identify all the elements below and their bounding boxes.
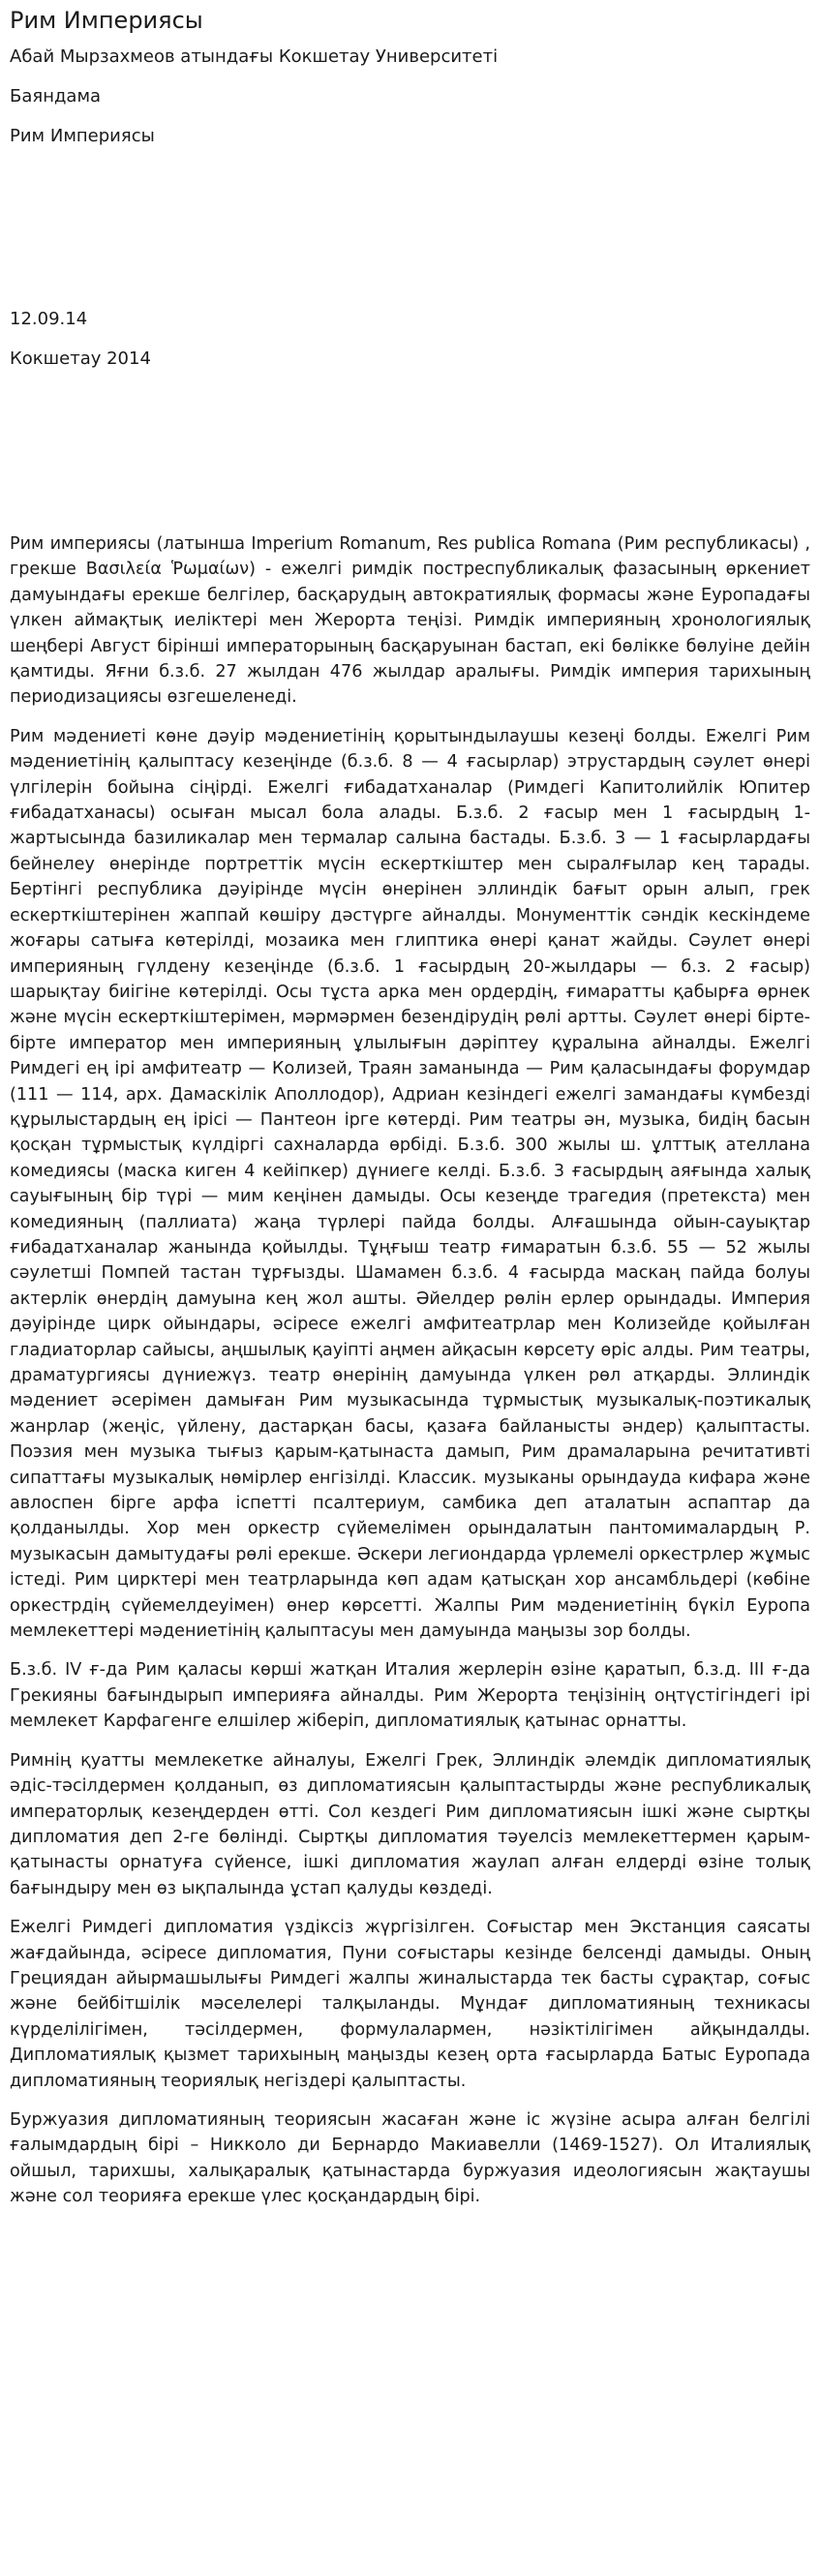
- paragraph: Рим империясы (латынша Imperium Romanum, Res publica Romana (Рим республикасы) , грекше Βασιλεία Ῥωμαίων) - ежелгі римдік постреспубликалық фазасының өркениет дамуындағы ерекше белгілер, басқарудың автократиялық формасы және Еуропадағы үлкен аймақтық иеліктері мен Жерорта теңізі. Римдік империяның хронологиялық шеңбері Август бірінші императорының басқаруынан бастап, екі бөлікке бөлуіне дейін қамтиды. Яғни б.з.б. 27 жылдан 476 жылдар аралығы. Римдік империя тарихының периодизациясы өзгешеленеді.: [10, 534, 810, 708]
- document-topic: Рим Империясы: [10, 126, 155, 146]
- city-year: Кокшетау 2014: [10, 349, 151, 369]
- paragraph: Рим мәдениеті көне дәуір мәдениетінің қорытындылаушы кезеңі болды. Ежелгі Рим мәдениетінің қалыптасу кезеңінде (б.з.б. 8 — 4 ғасырлар) этрустардың сәулет өнері үлгілерін бойына сіңірді. Ежелгі ғибадатханалар (Римдегі Капитолийлік Юпитер ғибадатханасы) осыған мысал бола алады. Б.з.б. 2 ғасыр мен 1 ғасырдың 1-жартысында базиликалар мен термалар салына бастады. Б.з.б. 3 — 1 ғасырлардағы бейнелеу өнерінде портреттік мүсін ескерткіштер мен сыралғылар кең тарады. Бертінгі республика дәуірінде мүсін өнерінен эллиндік бағыт орын алып, грек ескерткіштерінен жаппай көшіру дәстүрге айналды. Монументтік сәндік кескіндеме жоғары сатыға көтерілді, мозаика мен глиптика өнері қанат жайды. Сәулет өнері империяның гүлдену кезеңінде (б.з.б. 1 ғасырдың 20-жылдары — б.з. 2 ғасыр) шарықтау биігіне көтерілді. Осы тұста арка мен ордердің, ғимаратты қабырға өрнек және мүсін ескерткіштерімен, мәрмәрмен безендірудің рөлі артты. Сәулет өнері бірте-бірте император мен империяның ұлылығын дәріптеу құралына айналды. Ежелгі Римдегі ең ірі амфитеатр — Колизей, Траян заманында — Рим қаласындағы форумдар (111 — 114, арх. Дамаскілік Аполлодор), Адриан кезіндегі ежелгі замандағы күмбезді құрылыстардың ең ірісі — Пантеон ірге көтерді. Рим театры ән, музыка, бидің басын қосқан тұрмыстық күлдіргі сахналарда өрбіді. Б.з.б. 300 жылы ш. ұлттық ателлана комедиясы (маска киген 4 кейіпкер) дүниеге келді. Б.з.б. 3 ғасырдың аяғында халық сауығының бір түрі — мим кеңінен дамыды. Осы кезеңде трагедия (претекста) мен комедияның (паллиата) жаңа түрлері пайда болды. Алғашында ойын-сауықтар ғибадатханалар жанында қойылды. Тұңғыш театр ғимаратын б.з.б. 55 — 52 жылы сәулетші Помпей тастан тұрғызды. Шамамен б.з.б. 4 ғасырда маскаң пайда болуы актерлік өнердің дамуына кең жол ашты. Әйелдер рөлін ерлер орындады. Империя дәуірінде цирк ойындары, әсіресе ежелгі амфитеатрлар мен Колизейде қойылған гладиаторлар сайысы, аңшылық қауіпті аңмен айқасын көрсету өріс алды. Рим театры, драматургиясы дүниежүз. театр өнерінің дамуында үлкен рөл атқарды. Эллиндік мәдениет әсерімен дамыған Рим музыкасында тұрмыстық музыкалық-поэтикалық жанрлар (жеңіс, үйлену, дастарқан басы, қазаға байланысты әндер) қалыптасты. Поэзия мен музыка тығыз қарым-қатынаста дамып, Рим драмаларына речитативті сипаттағы музыкалық нөмірлер енгізілді. Классик. музыканы орындауда кифара және авлоспен бірге арфа іспетті псалтериум, самбика деп аталатын аспаптар да қолданылды. Хор мен оркестр сүйемелімен орындалатын пантомималардың Р. музыкасын дамытудағы рөлі ерекше. Әскери легиондарда үрлемелі оркестрлер жұмыс істеді. Рим цирктері мен театрларында көп адам қатысқан хор ансамбльдері (көбіне оркестрдің сүйемелдеуімен) өнер көрсетті. Жалпы Рим мәдениетінің бүкіл Еуропа мемлекеттері мәдениетінің қалыптасуы мен дамуында маңызы зор болды.: [10, 726, 810, 1642]
- document-date: 12.09.14: [10, 309, 88, 329]
- paragraph: Ежелгі Римдегі дипломатия үздіксіз жүргізілген. Соғыстар мен Экстанция саясаты жағдайында, әсіресе дипломатия, Пуни соғыстары кезінде белсенді дамыды. Оның Грециядан айырмашылығы Римдегі жалпы жиналыстарда тек басты сұрақтар, соғыс және бейбітшілік мәселелері талқыланды. Мұндағ дипломатияның техникасы күрделілігімен, тәсілдермен, формулалармен, нәзіктілігімен айқындалды. Дипломатиялық қызмет тарихының маңызды кезең орта ғасырларда Батыс Еуропада дипломатияның теориялық негіздері қалыптасты.: [10, 1918, 810, 2091]
- paragraph: Б.з.б. IV ғ-да Рим қаласы көрші жатқан Италия жерлерін өзіне қаратып, б.з.д. III ғ-да Грекияны бағындырып империяға айналды. Рим Жерорта теңізінің оңтүстігіндегі ірі мемлекет Карфагенге елшілер жіберіп, дипломатиялық қатынас орнатты.: [10, 1660, 810, 1732]
- paragraph: Римнің қуатты мемлекетке айналуы, Ежелгі Грек, Эллиндік әлемдік дипломатиялық әдіс-тәсілдермен қолданып, өз дипломатиясын қалыптастырды және республикалық императорлық кезеңдерден өтті. Сол кездегі Рим дипломатиясын ішкі және сыртқы дипломатия деп 2-ге бөлінді. Сыртқы дипломатия тәуелсіз мемлекеттермен қарым-қатынасты орнатуға сүйенсе, ішкі дипломатия жаулап алған елдерді өзіне толық бағындыру мен өз ықпалында ұстап қалуды көздеді.: [10, 1750, 810, 1898]
- university-name: Абай Мырзахмеов атындағы Кокшетау Университеті: [10, 46, 499, 67]
- document-body: [10, 531, 810, 2210]
- document-type: Баяндама: [10, 86, 102, 106]
- document-title: Рим Империясы: [10, 7, 203, 34]
- paragraph: Буржуазия дипломатияның теориясын жасаған және іс жүзіне асыра алған белгілі ғалымдардың бірі – Никколо ди Бернардо Макиавелли (1469-1527). Ол Италиялық ойшыл, тарихшы, халықаралық қатынастарда буржуазия идеологиясын жақтаушы және сол теорияға ерекше үлес қосқандардың бірі.: [10, 2109, 810, 2207]
